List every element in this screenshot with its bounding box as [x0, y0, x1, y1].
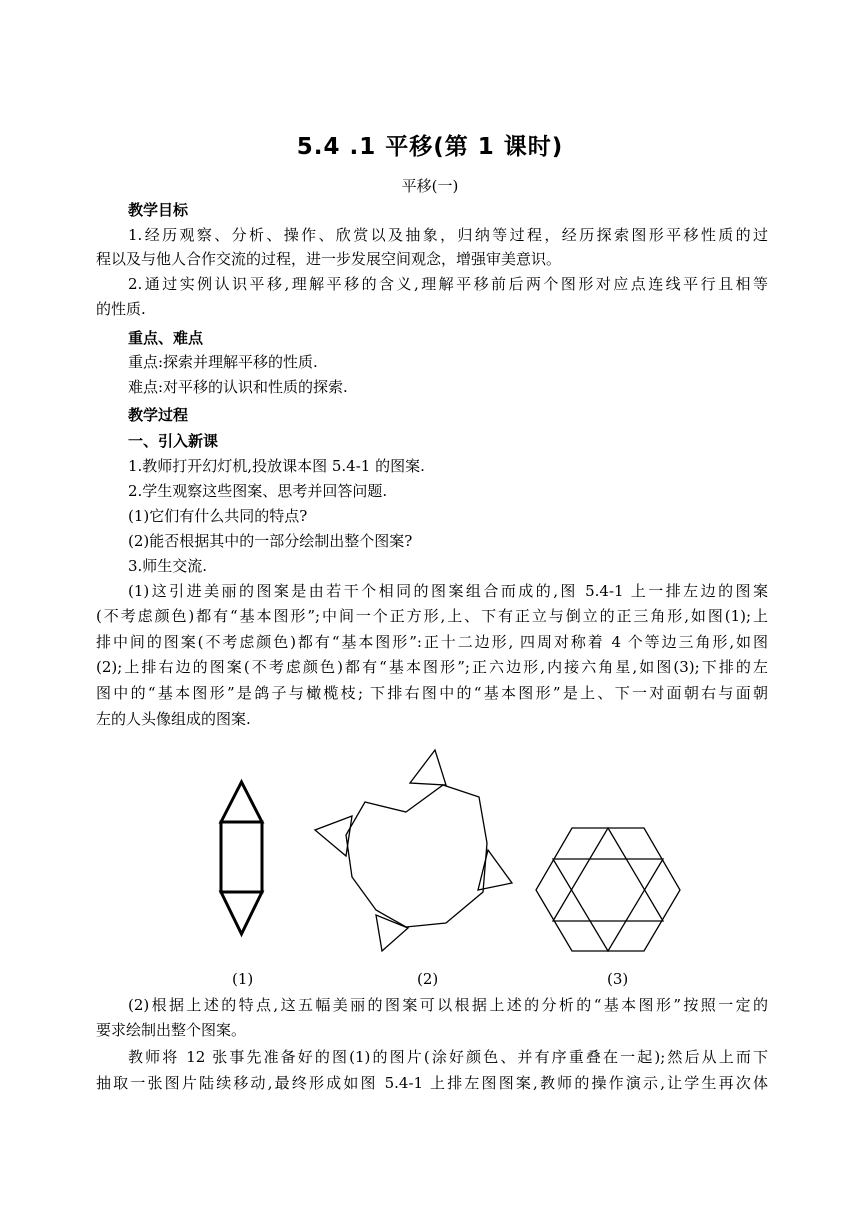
paragraph-line: 难点:对平移的认识和性质的探索.	[128, 378, 348, 396]
figure-1-shape	[221, 782, 262, 934]
paragraph-line: 左的人头像组成的图案.	[96, 710, 251, 728]
paragraph-line: 1.经历观察、分析、操作、欣赏以及抽象，归纳等过程，经历探索图形平移性质的过	[128, 226, 768, 244]
paragraph-line: (2)能否根据其中的一部分绘制出整个图案?	[128, 532, 413, 550]
paragraph-line: 的性质.	[96, 300, 146, 318]
paragraph-line: 抽取一张图片陆续移动,最终形成如图 5.4-1 上排左图图案,教师的操作演示,让学生再次体	[96, 1074, 768, 1092]
figure-3-caption: (3)	[607, 970, 629, 988]
figure-2-caption: (2)	[417, 970, 439, 988]
paragraph-line: (1)它们有什么共同的特点?	[128, 507, 308, 525]
paragraph-line: 程以及与他人合作交流的过程，进一步发展空间观念，增强审美意识。	[96, 250, 562, 268]
heading-teaching-goals: 教学目标	[128, 201, 189, 219]
heading-intro: 一、引入新课	[128, 432, 219, 450]
paragraph-line: 排中间的图案(不考虑颜色)都有“基本图形”:正十二边形, 四周对称着 4 个等边三角形,如图	[96, 633, 768, 651]
paragraph-line: 2.学生观察这些图案、思考并回答问题.	[128, 482, 388, 500]
figure-3-shape	[536, 828, 680, 951]
paragraph-line: 3.师生交流.	[128, 557, 208, 575]
page-subtitle: 平移(一)	[401, 177, 459, 195]
paragraph-line: (2)根据上述的特点,这五幅美丽的图案可以根据上述的分析的“基本图形”按照一定的	[128, 996, 768, 1014]
heading-key-points: 重点、难点	[128, 329, 204, 347]
paragraph-line: 1.教师打开幻灯机,投放课本图 5.4-1 的图案.	[128, 457, 425, 475]
paragraph-line: (不考虑颜色)都有“基本图形”;中间一个正方形,上、下有正立与倒立的正三角形,如图(1);上	[96, 607, 768, 625]
heading-teaching-process: 教学过程	[128, 406, 189, 424]
basic-shapes-figure	[0, 740, 860, 990]
paragraph-line: 2.通过实例认识平移,理解平移的含义,理解平移前后两个图形对应点连线平行且相等	[128, 275, 768, 293]
paragraph-line: 图中的“基本图形”是鸽子与橄榄枝; 下排右图中的“基本图形”是上、下一对面朝右与面朝	[96, 684, 768, 702]
paragraph-line: 教师将 12 张事先准备好的图(1)的图片(涂好颜色、并有序重叠在一起);然后从上而下	[128, 1048, 768, 1066]
figure-2-shape	[315, 750, 512, 951]
page-title: 5.4 .1 平移(第 1 课时)	[296, 134, 564, 160]
paragraph-line: (1)这引进美丽的图案是由若干个相同的图案组合而成的,图 5.4-1 上一排左边的图案	[128, 582, 768, 600]
figure-1-caption: (1)	[232, 970, 254, 988]
paragraph-line: 重点:探索并理解平移的性质.	[128, 353, 318, 371]
paragraph-line: (2);上排右边的图案(不考虑颜色)都有“基本图形”;正六边形,内接六角星,如图(3);下排的左	[96, 658, 768, 676]
paragraph-line: 要求绘制出整个图案。	[96, 1021, 247, 1039]
